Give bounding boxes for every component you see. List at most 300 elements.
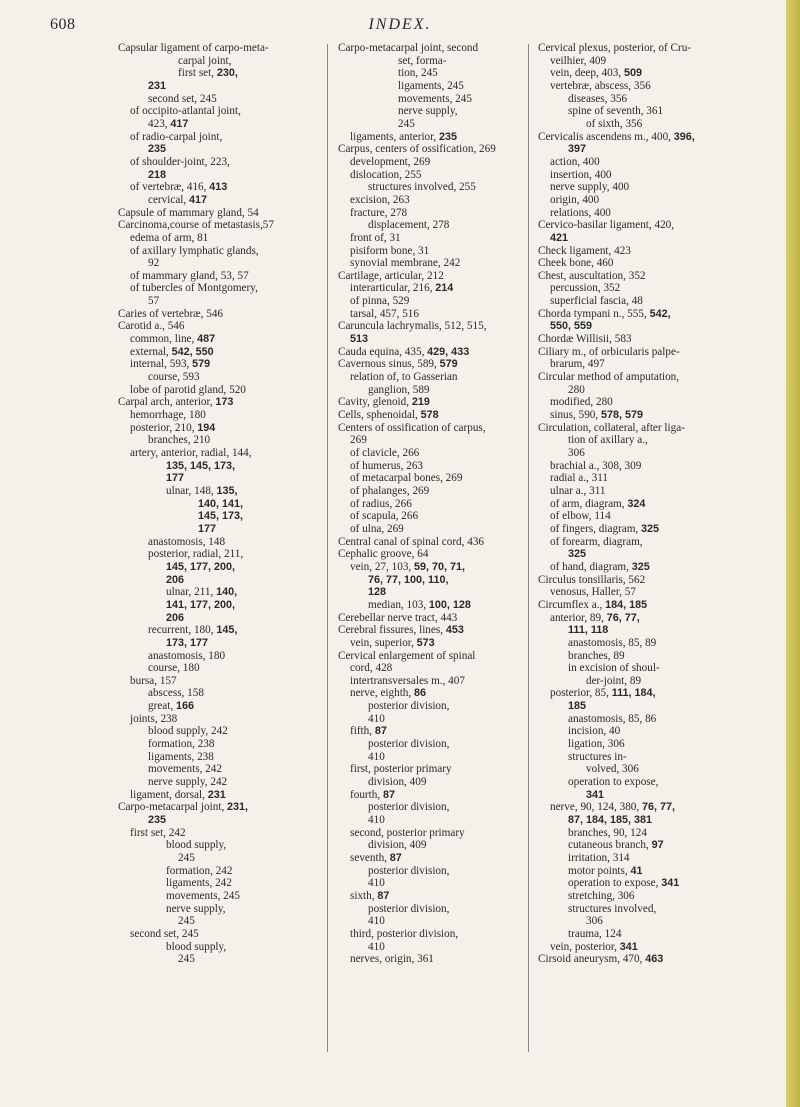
index-line xyxy=(118,915,320,928)
index-line xyxy=(538,67,770,80)
index-page-ref: 173, 177 xyxy=(166,636,209,649)
index-line xyxy=(338,941,520,954)
index-text: Circular method of amputation, xyxy=(538,371,680,384)
index-text: in excision of shoul- xyxy=(568,662,660,675)
index-line xyxy=(118,245,320,258)
index-text: cord, 428 xyxy=(350,662,393,675)
index-line xyxy=(118,384,320,397)
index-page-ref: 325 xyxy=(568,548,587,561)
index-page-ref: 145, 173, xyxy=(198,510,244,523)
index-line xyxy=(118,827,320,840)
index-line xyxy=(338,270,520,283)
index-line xyxy=(338,915,520,928)
index-text: Caruncula lachrymalis, 512, 515, xyxy=(338,320,487,333)
index-line xyxy=(538,245,770,258)
index-line xyxy=(118,548,320,561)
index-line xyxy=(338,42,520,55)
index-line xyxy=(538,827,770,840)
index-line xyxy=(118,713,320,726)
index-line xyxy=(338,637,520,650)
index-line xyxy=(338,675,520,688)
index-text: joints, 238 xyxy=(130,712,178,725)
index-text: vertebræ, abscess, 356 xyxy=(550,79,651,92)
index-text: stretching, 306 xyxy=(568,889,635,902)
index-text: 410 xyxy=(368,814,385,827)
index-line xyxy=(338,447,520,460)
index-page-ref: 421 xyxy=(550,231,569,244)
index-line xyxy=(538,295,770,308)
index-line xyxy=(338,650,520,663)
index-page-ref: 513 xyxy=(350,333,369,346)
index-text: posterior, 85, xyxy=(550,687,612,700)
index-text: origin, 400 xyxy=(550,193,600,206)
index-text: posterior, radial, 211, xyxy=(148,548,244,561)
index-line xyxy=(338,396,520,409)
index-line xyxy=(338,548,520,561)
index-line xyxy=(118,282,320,295)
index-text: second set, 245 xyxy=(148,92,217,105)
index-page-ref: 140, xyxy=(216,586,238,599)
index-line xyxy=(538,257,770,270)
index-line xyxy=(538,890,770,903)
index-line xyxy=(118,523,320,536)
index-text: Circulus tonsillaris, 562 xyxy=(538,573,646,586)
index-text: branches, 210 xyxy=(148,434,211,447)
index-page-ref: 573 xyxy=(416,636,435,649)
index-line xyxy=(118,903,320,916)
index-line xyxy=(118,485,320,498)
index-line xyxy=(118,789,320,802)
index-text: of mammary gland, 53, 57 xyxy=(130,269,249,282)
index-text: Carcinoma,course of metastasis,57 xyxy=(118,219,274,232)
index-text: operation to expose, xyxy=(568,877,662,890)
index-line xyxy=(338,839,520,852)
index-text: interarticular, 216, xyxy=(350,282,436,295)
index-line xyxy=(338,169,520,182)
index-text: of humerus, 263 xyxy=(350,459,424,472)
index-line xyxy=(338,282,520,295)
index-text: formation, 238 xyxy=(148,738,215,751)
index-line xyxy=(118,498,320,511)
index-line xyxy=(118,472,320,485)
index-line xyxy=(338,612,520,625)
index-line xyxy=(538,776,770,789)
index-text: anterior, 89, xyxy=(550,611,607,624)
index-page-ref: 578, 579 xyxy=(600,409,644,422)
index-line xyxy=(338,118,520,131)
index-line xyxy=(118,574,320,587)
index-text: Centers of ossification of carpus, xyxy=(338,421,486,434)
index-line xyxy=(118,612,320,625)
index-line xyxy=(538,738,770,751)
index-text: cutaneous branch, xyxy=(568,839,652,852)
index-page-ref: 542, xyxy=(649,307,671,320)
index-page-ref: 59, 70, 71, xyxy=(414,560,466,573)
index-column-3 xyxy=(538,42,770,966)
index-text: nerve, eighth, xyxy=(350,687,414,700)
index-line xyxy=(538,498,770,511)
index-line xyxy=(538,637,770,650)
index-text: Cheek bone, 460 xyxy=(538,257,614,270)
index-line xyxy=(118,409,320,422)
index-text: movements, 245 xyxy=(166,889,240,902)
index-text: 245 xyxy=(398,117,415,130)
index-text: 57 xyxy=(148,295,160,308)
index-text: of tubercles of Montgomery, xyxy=(130,282,258,295)
index-line xyxy=(118,270,320,283)
index-text: of radio-carpal joint, xyxy=(130,130,223,143)
index-line xyxy=(338,207,520,220)
index-page-ref: 206 xyxy=(166,611,185,624)
index-page-ref: 219 xyxy=(411,396,430,409)
index-line xyxy=(338,536,520,549)
index-line xyxy=(338,953,520,966)
page-title: INDEX. xyxy=(368,16,432,33)
index-page-ref: 325 xyxy=(631,560,650,573)
index-page-ref: 341 xyxy=(586,788,605,801)
index-text: anastomosis, 148 xyxy=(148,535,226,548)
index-line xyxy=(338,877,520,890)
index-text: 410 xyxy=(368,712,385,725)
index-text: relation of, to Gasserian xyxy=(350,371,458,384)
index-line xyxy=(118,751,320,764)
index-line xyxy=(338,434,520,447)
index-text: ulnar, 148, xyxy=(166,484,217,497)
index-line xyxy=(538,523,770,536)
index-line xyxy=(118,232,320,245)
index-line xyxy=(538,333,770,346)
index-text: ligaments, 242 xyxy=(166,877,232,890)
index-line xyxy=(118,928,320,941)
index-line xyxy=(118,776,320,789)
index-line xyxy=(338,105,520,118)
index-text: posterior division, xyxy=(368,902,450,915)
index-text: anastomosis, 85, 86 xyxy=(568,712,657,725)
index-line xyxy=(118,320,320,333)
index-page-ref: 141, 177, 200, xyxy=(166,598,236,611)
index-text: common, line, xyxy=(130,333,198,346)
index-text: structures involved, 255 xyxy=(368,181,476,194)
index-line xyxy=(118,396,320,409)
index-text: trauma, 124 xyxy=(568,927,622,940)
index-line xyxy=(338,574,520,587)
index-text: second, posterior primary xyxy=(350,826,465,839)
index-page-ref: 86 xyxy=(414,687,427,700)
index-text: 245 xyxy=(178,852,195,864)
index-text: anastomosis, 85, 89 xyxy=(568,636,657,649)
index-line xyxy=(538,232,770,245)
index-page-ref: 413 xyxy=(209,181,228,194)
index-text: posterior, 210, xyxy=(130,421,198,434)
index-line xyxy=(338,624,520,637)
index-text: displacement, 278 xyxy=(368,219,450,232)
index-line xyxy=(338,700,520,713)
index-line xyxy=(538,93,770,106)
index-line xyxy=(538,763,770,776)
index-text: front of, 31 xyxy=(350,231,401,244)
index-line xyxy=(118,700,320,713)
index-text: ligaments, anterior, xyxy=(350,130,440,143)
index-text: structures involved, xyxy=(568,902,657,915)
index-line xyxy=(538,194,770,207)
index-text: 423, xyxy=(148,117,171,130)
index-line xyxy=(538,358,770,371)
index-page-ref: 135, xyxy=(216,484,238,497)
index-page-ref: 87 xyxy=(389,852,402,864)
index-line xyxy=(338,358,520,371)
index-text: tion, 245 xyxy=(398,67,438,80)
index-line xyxy=(118,93,320,106)
index-line xyxy=(338,890,520,903)
index-line xyxy=(538,751,770,764)
index-text: Cirsoid aneurysm, 470, xyxy=(538,953,646,966)
index-line xyxy=(338,725,520,738)
index-page-ref: 396, xyxy=(673,130,695,143)
index-line xyxy=(538,561,770,574)
index-text: 245 xyxy=(178,953,195,966)
index-text: of scapula, 266 xyxy=(350,510,419,523)
index-line xyxy=(118,358,320,371)
index-line xyxy=(338,801,520,814)
index-line xyxy=(338,865,520,878)
index-text: second set, 245 xyxy=(130,927,199,940)
index-text: excision, 263 xyxy=(350,193,410,206)
index-text: Cavity, glenoid, xyxy=(338,396,412,409)
index-text: 280 xyxy=(568,383,585,396)
index-page-ref: 41 xyxy=(630,864,643,877)
index-line xyxy=(118,118,320,131)
index-line xyxy=(538,865,770,878)
index-line xyxy=(338,257,520,270)
index-line xyxy=(538,536,770,549)
index-line xyxy=(538,485,770,498)
index-line xyxy=(118,434,320,447)
index-page-ref: 140, 141, xyxy=(198,497,244,510)
index-page-ref: 166 xyxy=(175,700,194,713)
index-line xyxy=(538,55,770,68)
index-line xyxy=(118,814,320,827)
index-text: brachial a., 308, 309 xyxy=(550,459,642,472)
index-text: first, posterior primary xyxy=(350,763,452,776)
index-text: of ulna, 269 xyxy=(350,522,404,535)
index-line xyxy=(338,245,520,258)
index-text: 410 xyxy=(368,750,385,763)
index-line xyxy=(338,371,520,384)
index-page-ref: 341 xyxy=(661,877,680,890)
index-text: Cerebellar nerve tract, 443 xyxy=(338,611,458,624)
index-text: 410 xyxy=(368,915,385,928)
index-text: Circulation, collateral, after liga- xyxy=(538,421,685,434)
index-page-ref: 235 xyxy=(148,143,167,156)
index-line xyxy=(338,409,520,422)
index-page-ref: 100, 128 xyxy=(428,598,471,611)
index-line xyxy=(338,308,520,321)
index-line xyxy=(538,941,770,954)
index-line xyxy=(338,928,520,941)
index-text: Chordæ Willisii, 583 xyxy=(538,333,632,346)
index-text: diseases, 356 xyxy=(568,92,628,105)
index-text: internal, 593, xyxy=(130,358,193,371)
index-text: motor points, xyxy=(568,864,631,877)
index-text: spine of seventh, 361 xyxy=(568,105,664,118)
index-text: Carpus, centers of ossification, 269 xyxy=(338,143,496,156)
index-text: ligaments, 245 xyxy=(398,79,464,92)
index-line xyxy=(118,207,320,220)
index-line xyxy=(118,105,320,118)
index-line xyxy=(338,738,520,751)
index-page-ref: 487 xyxy=(197,333,216,346)
index-line xyxy=(118,42,320,55)
index-text: first set, 242 xyxy=(130,826,186,839)
index-page-ref: 231 xyxy=(207,788,226,801)
index-line xyxy=(538,814,770,827)
index-line xyxy=(538,282,770,295)
index-page-ref: 185 xyxy=(568,700,587,713)
index-page-ref: 429, 433 xyxy=(427,345,470,358)
index-text: ganglion, 589 xyxy=(368,383,430,396)
index-line xyxy=(338,320,520,333)
index-line xyxy=(538,624,770,637)
index-text: fracture, 278 xyxy=(350,206,408,219)
index-line xyxy=(538,687,770,700)
index-text: Cervico-basilar ligament, 420, xyxy=(538,219,675,232)
index-text: movements, 245 xyxy=(398,92,472,105)
index-line xyxy=(538,422,770,435)
index-line xyxy=(118,599,320,612)
index-line xyxy=(538,801,770,814)
index-line xyxy=(538,169,770,182)
index-line xyxy=(338,156,520,169)
index-line xyxy=(118,143,320,156)
index-line xyxy=(538,396,770,409)
index-page-ref: 87 xyxy=(382,788,395,801)
index-text: vein, posterior, xyxy=(550,940,620,953)
index-text: hemorrhage, 180 xyxy=(130,409,206,422)
index-line xyxy=(118,460,320,473)
index-line xyxy=(118,80,320,93)
index-text: Chest, auscultation, 352 xyxy=(538,269,646,282)
index-text: median, 103, xyxy=(368,598,429,611)
index-line xyxy=(118,333,320,346)
index-text: of occipito-atlantal joint, xyxy=(130,105,241,118)
index-line xyxy=(118,662,320,675)
index-page-ref: 235 xyxy=(439,130,458,143)
index-text: dislocation, 255 xyxy=(350,168,422,181)
index-page-ref: 87 xyxy=(374,725,387,738)
index-text: first set, xyxy=(178,67,217,80)
index-line xyxy=(538,599,770,612)
index-line xyxy=(538,725,770,738)
index-line xyxy=(338,384,520,397)
page-edge-strip xyxy=(786,0,800,1107)
index-text: recurrent, 180, xyxy=(148,624,217,637)
index-text: Carotid a., 546 xyxy=(118,320,185,333)
index-line xyxy=(538,877,770,890)
index-text: Cauda equina, 435, xyxy=(338,345,428,358)
index-line xyxy=(538,105,770,118)
index-text: carpal joint, xyxy=(178,54,232,67)
index-text: Ciliary m., of orbicularis palpe- xyxy=(538,345,680,358)
index-line xyxy=(538,650,770,663)
index-page-ref: 324 xyxy=(627,497,646,510)
index-text: division, 409 xyxy=(368,776,427,789)
index-text: insertion, 400 xyxy=(550,168,612,181)
index-text: Cavernous sinus, 589, xyxy=(338,358,440,371)
index-line xyxy=(538,662,770,675)
index-text: of metacarpal bones, 269 xyxy=(350,472,463,485)
index-line xyxy=(538,472,770,485)
index-line xyxy=(118,839,320,852)
index-line xyxy=(538,156,770,169)
index-line xyxy=(538,308,770,321)
index-page-ref: 87, 184, 185, 381 xyxy=(568,814,653,827)
index-line xyxy=(338,510,520,523)
index-line xyxy=(118,801,320,814)
index-text: of vertebræ, 416, xyxy=(130,181,210,194)
index-line xyxy=(338,295,520,308)
index-text: Check ligament, 423 xyxy=(538,244,631,257)
index-text: of clavicle, 266 xyxy=(350,447,420,459)
index-text: bursa, 157 xyxy=(130,674,177,687)
index-line xyxy=(118,510,320,523)
index-line xyxy=(538,118,770,131)
index-line xyxy=(538,346,770,359)
index-page-ref: 230, xyxy=(216,67,238,80)
index-line xyxy=(538,928,770,941)
index-text: of fingers, diagram, xyxy=(550,522,642,535)
index-text: posterior division, xyxy=(368,700,450,713)
index-text: posterior division, xyxy=(368,801,450,814)
index-text: blood supply, xyxy=(166,839,227,852)
index-text: venosus, Haller, 57 xyxy=(550,586,636,599)
index-text: sinus, 590, xyxy=(550,409,601,422)
column-divider xyxy=(327,44,328,1052)
index-text: intertransversales m., 407 xyxy=(350,674,465,687)
index-text: ligation, 306 xyxy=(568,738,625,751)
index-text: Circumflex a., xyxy=(538,598,606,611)
index-line xyxy=(118,890,320,903)
index-line xyxy=(338,93,520,106)
index-line xyxy=(118,308,320,321)
index-page-ref: 135, 145, 173, xyxy=(166,459,236,472)
index-text: of sixth, 356 xyxy=(586,117,643,130)
index-text: sixth, xyxy=(350,889,378,902)
index-line xyxy=(338,599,520,612)
index-text: der-joint, 89 xyxy=(586,674,642,687)
index-text: cervical, xyxy=(148,193,189,206)
index-page-ref: 235 xyxy=(148,814,167,827)
index-page-ref: 325 xyxy=(641,522,660,535)
index-line xyxy=(118,650,320,663)
index-line xyxy=(118,953,320,966)
index-line xyxy=(118,181,320,194)
index-text: Cerebral fissures, lines, xyxy=(338,624,446,637)
index-line xyxy=(338,586,520,599)
index-line xyxy=(118,67,320,80)
index-text: nerves, origin, 361 xyxy=(350,953,434,966)
index-line xyxy=(118,561,320,574)
index-line xyxy=(538,548,770,561)
index-line xyxy=(118,55,320,68)
index-text: action, 400 xyxy=(550,155,600,168)
index-text: nerve supply, xyxy=(398,105,458,118)
index-text: course, 180 xyxy=(148,662,200,675)
index-page-ref: 145, 177, 200, xyxy=(166,560,236,573)
index-text: formation, 242 xyxy=(166,864,233,877)
index-line xyxy=(338,472,520,485)
index-text: nerve supply, 400 xyxy=(550,181,630,194)
index-text: Central canal of spinal cord, 436 xyxy=(338,535,485,548)
